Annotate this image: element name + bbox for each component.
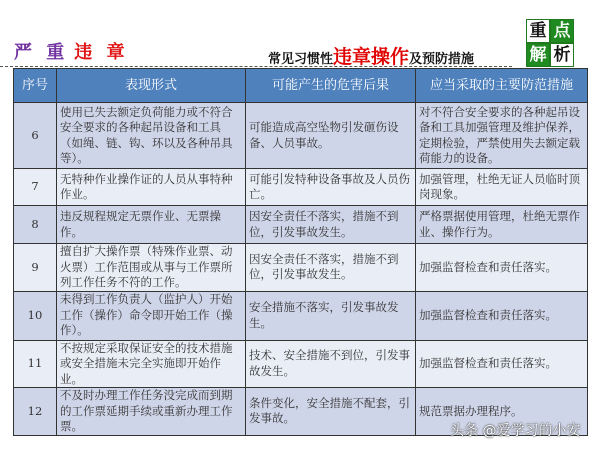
cell-no: 8: [14, 206, 57, 244]
cell-harm: 技术、安全措施不到位，引发事故发生。: [246, 340, 416, 388]
cell-no: 10: [14, 291, 57, 340]
cell-no: 12: [14, 388, 57, 436]
cell-harm: 安全措施不落实，引发事故发生。: [246, 291, 416, 340]
subtitle-pre: 常见习惯性: [268, 52, 334, 67]
cell-measure: 对不符合安全要求的各种起吊设备和工具加强管理及维护保养，定期检验，严禁使用失去额定载荷能力的设备。: [416, 103, 588, 169]
cell-measure: 严格票据使用管理，杜绝无票作业、操作行为。: [416, 206, 588, 244]
cell-harm: 因安全责任不落实，措施不到位，引发事故发生。: [246, 244, 416, 292]
table-row: [14, 244, 588, 292]
title-part-1: 严 重: [14, 42, 69, 63]
cell-measure: 加强监督检查和责任落实。: [416, 340, 588, 388]
cell-measure: 加强监督检查和责任落实。: [416, 244, 588, 292]
column-header: 应当采取的主要防范措施: [416, 69, 588, 103]
violation-table: [13, 68, 588, 436]
table-header: [14, 69, 588, 103]
cell-form: 使用已失去额定负荷能力或不符合安全要求的各种起吊设备和工具（如绳、链、钩、环以及各种吊具等）。: [57, 103, 246, 169]
key-analysis-badge: [526, 19, 574, 65]
subtitle-highlight: 违章操作: [333, 46, 410, 68]
watermark: 头条 @爱学习的小安: [450, 423, 581, 439]
column-header: 序号: [14, 69, 57, 103]
cell-no: 7: [14, 169, 57, 206]
cell-no: 6: [14, 103, 57, 169]
table-row: [14, 169, 588, 206]
cell-harm: 因安全责任不落实，措施不到位，引发事故发生。: [246, 206, 416, 244]
subtitle: [268, 42, 474, 69]
cell-form: 未得到工作负责人（监护人）开始工作（操作）命令即开始工作（操作）。: [57, 291, 246, 340]
cell-harm: 可能引发特种设备事故及人员伤亡。: [246, 169, 416, 206]
cell-no: 9: [14, 244, 57, 292]
cell-no: 11: [14, 340, 57, 388]
table-row: [14, 103, 588, 169]
cell-measure: 加强监督检查和责任落实。: [416, 291, 588, 340]
cell-form: 擅自扩大操作票（特殊作业票、动火票）工作范围或从事与工作票所列工作任务不符的工作。: [57, 244, 246, 292]
column-header: 表现形式: [57, 69, 246, 103]
cell-measure: 加强管理，杜绝无证人员临时顶岗现象。: [416, 169, 588, 206]
cell-form: 不按规定采取保证安全的技术措施或安全措施未完全实施即开始作业。: [57, 340, 246, 388]
subtitle-post: 及预防措施: [409, 52, 475, 67]
table-row: [14, 340, 588, 388]
cell-form: 不及时办理工作任务没完成而到期的工作票延期手续或重新办理工作票。: [57, 388, 246, 436]
column-header: 可能产生的危害后果: [246, 69, 416, 103]
badge-char: 析: [550, 43, 574, 67]
cell-harm: 可能造成高空坠物引发砸伤设备、人员事故。: [246, 103, 416, 169]
badge-char: 重: [526, 19, 550, 43]
cell-form: 无特种作业操作证的人员从事特种作业。: [57, 169, 246, 206]
table-row: [14, 206, 588, 244]
divider: [0, 66, 512, 67]
cell-form: 违反规程规定无票作业、无票操作。: [57, 206, 246, 244]
section-title: [14, 38, 129, 64]
title-part-2: 违 章: [74, 42, 129, 63]
badge-char: 点: [550, 19, 574, 43]
table-row: [14, 291, 588, 340]
badge-char: 解: [526, 43, 550, 67]
cell-harm: 条件变化，安全措施不配套，引发事故。: [246, 388, 416, 436]
cell-measure: 规范票据办理程序。: [416, 388, 588, 436]
